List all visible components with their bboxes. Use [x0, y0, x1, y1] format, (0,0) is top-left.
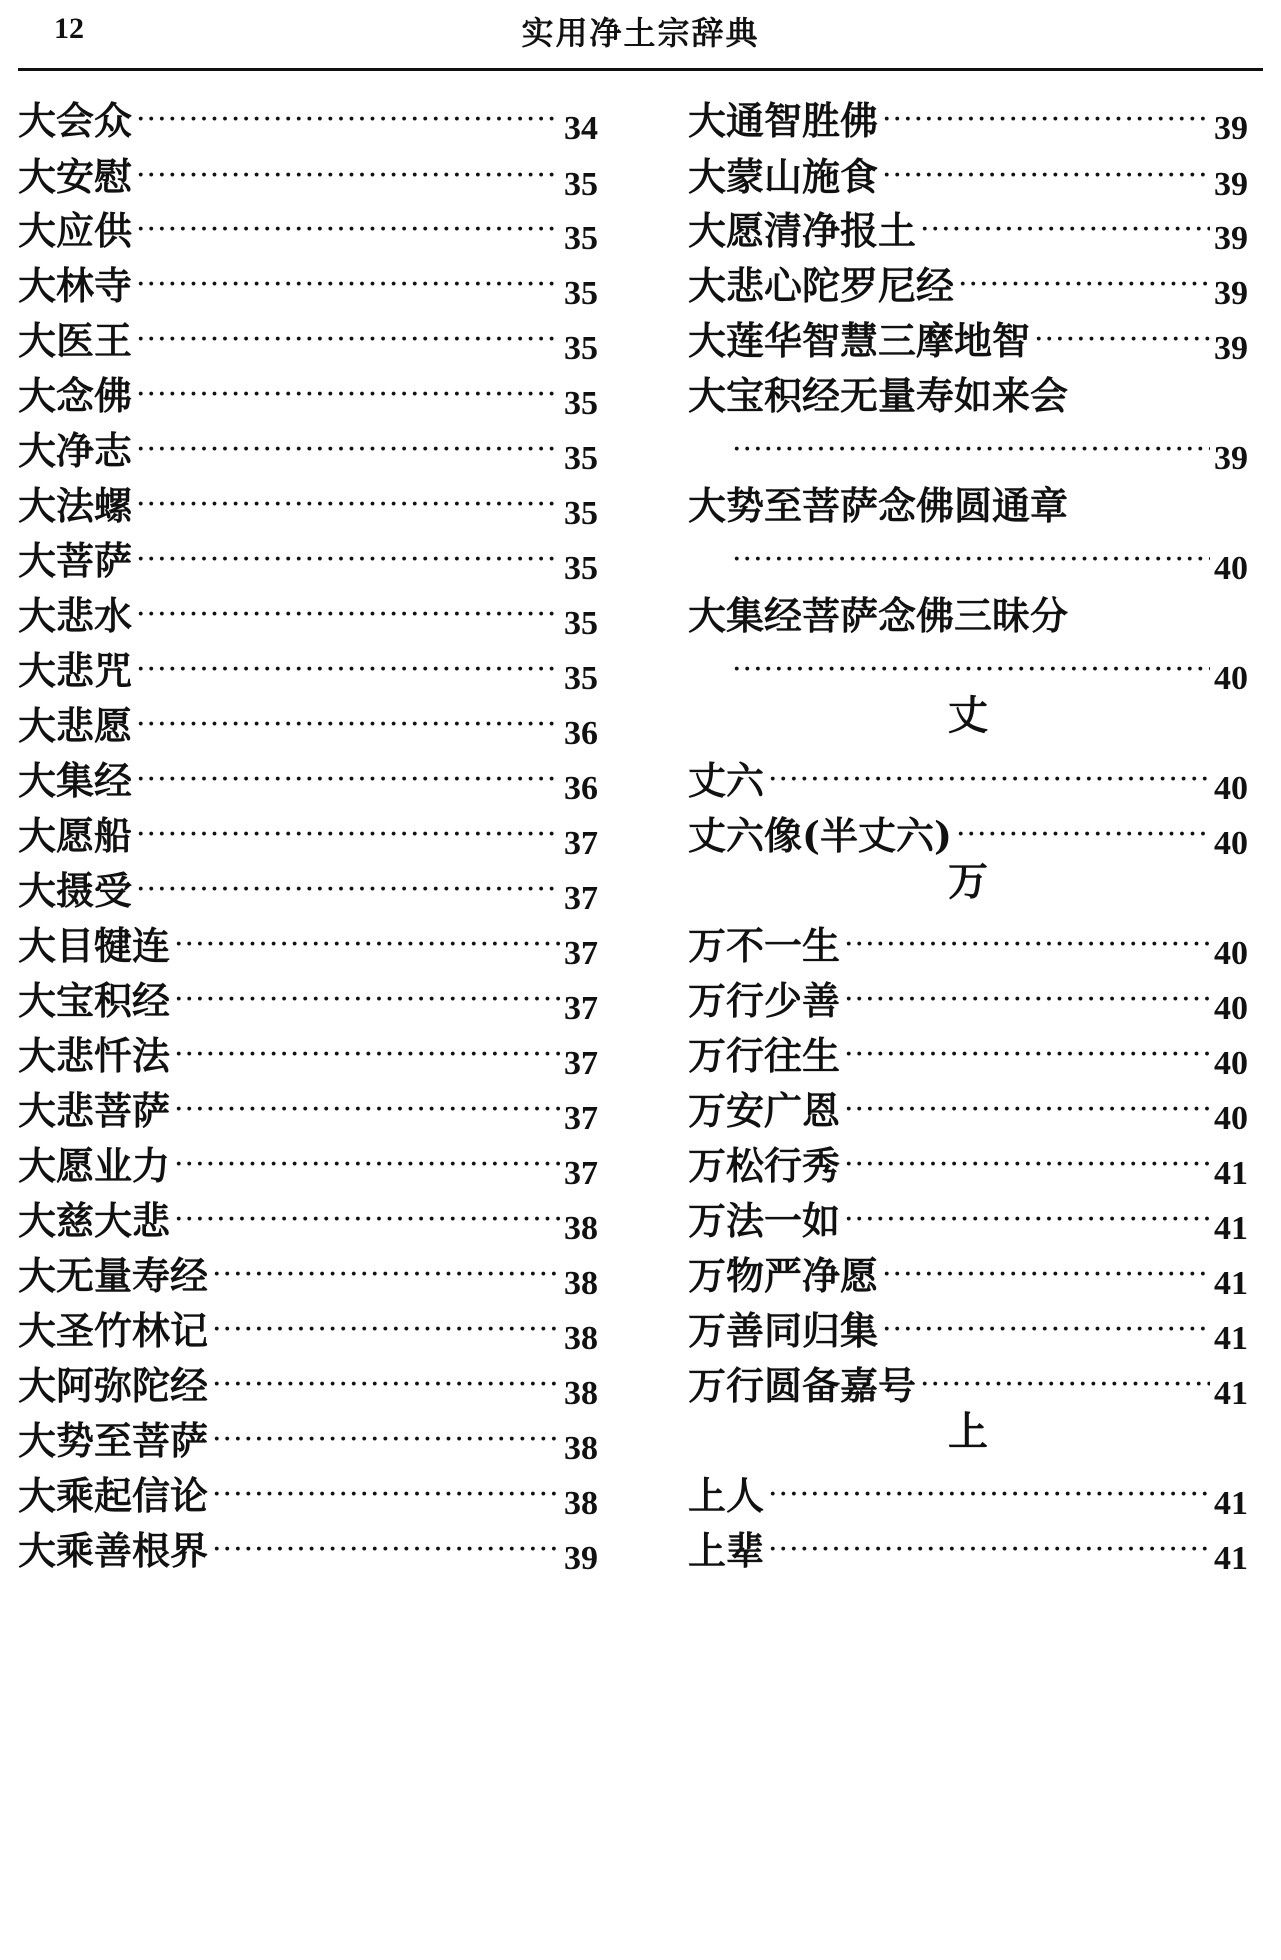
entry-term: 大无量寿经 — [18, 1253, 209, 1298]
leader-dots — [174, 1147, 560, 1183]
entry-term: 大目犍连 — [18, 923, 171, 968]
entry-page: 37 — [564, 990, 598, 1027]
entry-term: 大念佛 — [18, 373, 133, 418]
entry-page: 40 — [1214, 660, 1248, 697]
leader-dots — [136, 377, 560, 413]
index-entry — [18, 634, 598, 697]
leader-dots — [136, 707, 560, 743]
entry-page: 40 — [1214, 935, 1248, 972]
entry-page: 40 — [1214, 825, 1248, 862]
entry-term: 大法螺 — [18, 483, 133, 528]
entry-page: 38 — [564, 1485, 598, 1522]
entry-page: 39 — [564, 1540, 598, 1577]
entry-page: 35 — [564, 440, 598, 477]
leader-dots — [732, 432, 1210, 468]
entry-page: 40 — [1214, 990, 1248, 1027]
entry-page: 35 — [564, 166, 598, 203]
entry-term: 大悲咒 — [18, 648, 133, 693]
index-entry-continuation — [688, 414, 1248, 477]
entry-page: 38 — [564, 1265, 598, 1302]
index-entry — [688, 140, 1248, 203]
leader-dots — [768, 1477, 1210, 1513]
entry-page: 35 — [564, 660, 598, 697]
entry-term: 万行少善 — [688, 978, 841, 1023]
entry-term: 大慈大悲 — [18, 1198, 171, 1243]
index-entry — [688, 1459, 1248, 1522]
index-entry-continuation — [688, 524, 1248, 587]
entry-page: 39 — [1214, 275, 1248, 312]
leader-dots — [212, 1257, 560, 1293]
index-entry — [18, 304, 598, 367]
entry-term: 大势至菩萨 — [18, 1418, 209, 1463]
entry-term: 大应供 — [18, 208, 133, 253]
index-entry — [18, 1294, 598, 1357]
entry-term: 大医王 — [18, 318, 133, 363]
leader-dots — [882, 158, 1210, 194]
entry-term: 万不一生 — [688, 923, 841, 968]
leader-dots — [212, 1422, 560, 1458]
leader-dots — [844, 927, 1210, 963]
entry-term: 大乘善根界 — [18, 1528, 209, 1573]
leader-dots — [136, 487, 560, 523]
entry-term: 上人 — [688, 1473, 765, 1518]
entry-page: 38 — [564, 1210, 598, 1247]
entry-page: 40 — [1214, 770, 1248, 807]
entry-page: 37 — [564, 880, 598, 917]
entry-term: 万法一如 — [688, 1198, 841, 1243]
leader-dots — [212, 1367, 560, 1403]
entry-term: 大愿业力 — [18, 1143, 171, 1188]
leader-dots — [136, 432, 560, 468]
leader-dots — [882, 102, 1210, 138]
leader-dots — [136, 322, 560, 358]
entry-page: 37 — [564, 1100, 598, 1137]
entry-term: 大悲忏法 — [18, 1033, 171, 1078]
leader-dots — [732, 652, 1210, 688]
index-entry — [18, 1239, 598, 1302]
entry-page: 39 — [1214, 330, 1248, 367]
entry-term: 上辈 — [688, 1528, 765, 1573]
index-entry — [18, 140, 598, 203]
index-entry — [18, 1404, 598, 1467]
running-title: 实用净土宗辞典 — [521, 14, 760, 52]
index-entry — [688, 304, 1248, 367]
index-entry — [18, 1019, 598, 1082]
index-entry — [688, 1514, 1248, 1577]
entry-term: 大净志 — [18, 428, 133, 473]
index-entry — [688, 964, 1248, 1027]
entry-term: 大阿弥陀经 — [18, 1363, 209, 1408]
index-entry — [18, 1349, 598, 1412]
index-entry-wrapped — [688, 469, 1248, 529]
section-heading-zhang: 丈 — [948, 692, 988, 739]
leader-dots — [768, 1532, 1210, 1568]
entry-page: 37 — [564, 935, 598, 972]
leader-dots — [136, 872, 560, 908]
leader-dots — [136, 102, 560, 138]
index-entry — [18, 524, 598, 587]
index-entry — [18, 414, 598, 477]
index-entry — [18, 194, 598, 257]
leader-dots — [844, 1037, 1210, 1073]
entry-page: 36 — [564, 770, 598, 807]
index-entry — [688, 1239, 1248, 1302]
entry-term: 大宝积经无量寿如来会 — [688, 373, 1069, 418]
leader-dots — [174, 1037, 560, 1073]
leader-dots — [136, 212, 560, 248]
entry-term: 大悲水 — [18, 593, 133, 638]
section-heading-wan: 万 — [948, 858, 988, 905]
entry-page: 37 — [564, 1155, 598, 1192]
leader-dots — [844, 1092, 1210, 1128]
index-entry — [18, 1184, 598, 1247]
leader-dots — [844, 982, 1210, 1018]
index-entry — [688, 1129, 1248, 1192]
leader-dots — [136, 267, 560, 303]
entry-term: 大势至菩萨念佛圆通章 — [688, 483, 1069, 528]
index-entry — [688, 194, 1248, 257]
index-entry — [688, 1019, 1248, 1082]
leader-dots — [844, 1147, 1210, 1183]
entry-page: 39 — [1214, 110, 1248, 147]
leader-dots — [212, 1477, 560, 1513]
entry-term: 大菩萨 — [18, 538, 133, 583]
entry-term: 大蒙山施食 — [688, 154, 879, 199]
index-entry — [18, 964, 598, 1027]
index-entry — [18, 1074, 598, 1137]
index-entry — [18, 1459, 598, 1522]
index-entry-wrapped — [688, 579, 1248, 639]
entry-term: 大安慰 — [18, 154, 133, 199]
index-entry — [18, 799, 598, 862]
leader-dots — [956, 817, 1210, 853]
leader-dots — [174, 1092, 560, 1128]
index-entry — [18, 579, 598, 642]
entry-page: 38 — [564, 1430, 598, 1467]
leader-dots — [136, 597, 560, 633]
page-number: 12 — [54, 12, 84, 45]
entry-term: 大会众 — [18, 98, 133, 143]
leader-dots — [212, 1532, 560, 1568]
entry-term: 万松行秀 — [688, 1143, 841, 1188]
leader-dots — [920, 212, 1210, 248]
entry-page: 39 — [1214, 440, 1248, 477]
index-entry — [18, 744, 598, 807]
entry-term: 大悲菩萨 — [18, 1088, 171, 1133]
leader-dots — [1034, 322, 1210, 358]
index-entry-wrapped — [688, 359, 1248, 419]
entry-term: 大通智胜佛 — [688, 98, 879, 143]
leader-dots — [136, 817, 560, 853]
entry-page: 35 — [564, 220, 598, 257]
entry-term: 大集经菩萨念佛三昧分 — [688, 593, 1069, 638]
entry-page: 41 — [1214, 1375, 1248, 1412]
leader-dots — [136, 762, 560, 798]
entry-term: 大乘起信论 — [18, 1473, 209, 1518]
entry-page: 40 — [1214, 550, 1248, 587]
entry-page: 40 — [1214, 1045, 1248, 1082]
index-entry — [18, 909, 598, 972]
entry-term: 万物严净愿 — [688, 1253, 879, 1298]
entry-term: 万善同归集 — [688, 1308, 879, 1353]
section-heading-shang: 上 — [948, 1408, 988, 1455]
entry-page: 38 — [564, 1375, 598, 1412]
leader-dots — [136, 652, 560, 688]
index-entry — [18, 1129, 598, 1192]
entry-term: 大集经 — [18, 758, 133, 803]
index-entry — [18, 469, 598, 532]
entry-page: 41 — [1214, 1540, 1248, 1577]
entry-page: 37 — [564, 1045, 598, 1082]
entry-page: 41 — [1214, 1210, 1248, 1247]
entry-page: 39 — [1214, 166, 1248, 203]
index-entry — [688, 1349, 1248, 1412]
entry-term: 大莲华智慧三摩地智 — [688, 318, 1031, 363]
entry-term: 大宝积经 — [18, 978, 171, 1023]
index-entry — [18, 84, 598, 147]
entry-page: 35 — [564, 330, 598, 367]
leader-dots — [174, 1202, 560, 1238]
leader-dots — [174, 927, 560, 963]
entry-term: 万安广恩 — [688, 1088, 841, 1133]
entry-term: 大林寺 — [18, 263, 133, 308]
entry-page: 39 — [1214, 220, 1248, 257]
entry-page: 34 — [564, 110, 598, 147]
entry-page: 36 — [564, 715, 598, 752]
index-entry — [688, 1184, 1248, 1247]
index-entry-continuation — [688, 634, 1248, 697]
entry-term: 大愿船 — [18, 813, 133, 858]
index-entry — [18, 854, 598, 917]
entry-page: 35 — [564, 605, 598, 642]
index-entry — [688, 744, 1248, 807]
entry-page: 35 — [564, 275, 598, 312]
entry-page: 41 — [1214, 1155, 1248, 1192]
page-header — [18, 0, 1263, 71]
index-entry — [688, 84, 1248, 147]
entry-term: 大摄受 — [18, 868, 133, 913]
entry-page: 40 — [1214, 1100, 1248, 1137]
index-entry — [18, 359, 598, 422]
index-entry — [688, 249, 1248, 312]
entry-page: 37 — [564, 825, 598, 862]
index-entry — [18, 689, 598, 752]
leader-dots — [136, 158, 560, 194]
entry-page: 38 — [564, 1320, 598, 1357]
index-entry — [688, 909, 1248, 972]
index-entry — [688, 799, 1248, 862]
leader-dots — [174, 982, 560, 1018]
leader-dots — [844, 1202, 1210, 1238]
leader-dots — [768, 762, 1210, 798]
entry-page: 41 — [1214, 1485, 1248, 1522]
entry-term: 大圣竹林记 — [18, 1308, 209, 1353]
leader-dots — [732, 542, 1210, 578]
entry-term: 丈六像(半丈六) — [688, 813, 952, 858]
leader-dots — [136, 542, 560, 578]
entry-page: 41 — [1214, 1320, 1248, 1357]
index-entry — [18, 249, 598, 312]
entry-term: 丈六 — [688, 758, 765, 803]
index-entry — [688, 1294, 1248, 1357]
leader-dots — [882, 1312, 1210, 1348]
leader-dots — [212, 1312, 560, 1348]
entry-term: 大愿清净报土 — [688, 208, 917, 253]
entry-page: 35 — [564, 495, 598, 532]
entry-term: 大悲愿 — [18, 703, 133, 748]
index-entry — [688, 1074, 1248, 1137]
leader-dots — [882, 1257, 1210, 1293]
entry-term: 万行圆备嘉号 — [688, 1363, 917, 1408]
index-entry — [18, 1514, 598, 1577]
leader-dots — [958, 267, 1210, 303]
entry-page: 35 — [564, 550, 598, 587]
entry-term: 万行往生 — [688, 1033, 841, 1078]
entry-page: 41 — [1214, 1265, 1248, 1302]
entry-page: 35 — [564, 385, 598, 422]
leader-dots — [920, 1367, 1210, 1403]
entry-term: 大悲心陀罗尼经 — [688, 263, 955, 308]
